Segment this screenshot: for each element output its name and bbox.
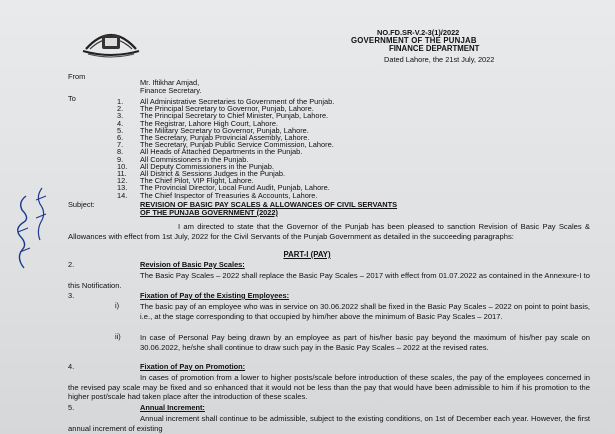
section-2-number: 2. [68,260,75,269]
recipient-number: 1. [117,97,124,106]
section-4-number: 4. [68,362,75,371]
section-2-body: The Basic Pay Scales – 2022 shall replace the Basic Pay Scales – 2017 with effect from 01.07.2022 as contained in the Annexure-I to this Notification. [68,271,590,290]
recipient-item: All Commissioners in the Punjab. [140,154,249,164]
section-4-heading: Fixation of Pay on Promotion: [140,362,246,371]
section-3-number: 3. [68,291,75,300]
government-heading: GOVERNMENT OF THE PUNJAB [351,36,477,45]
recipient-item: The Registrar, Lahore High Court, Lahore. [140,118,279,128]
recipient-number: 6. [117,133,124,142]
section-3-heading: Fixation of Pay of the Existing Employees: [140,291,290,300]
date-line: Dated Lahore, the 21st July, 2022 [384,55,495,64]
recipient-item: All Heads of Attached Departments in the Punjab. [140,147,303,157]
recipient-number: 11. [117,169,127,178]
section-3-i-body: The basic pay of an employee who was in service on 30.06.2022 shall be fixed in the Basic Pay Scales – 2022 on point to point basis, i.e., at the stage corresponding to that occupied by him/her above the minimum of Basic Pay Scales – 2017. [140,302,590,321]
recipient-number: 8. [117,147,124,157]
subject-label: Subject: [68,200,95,209]
recipient-number: 5. [117,125,124,135]
recipient-item: The Provincial Director, Local Fund Audit, Punjab, Lahore. [140,183,330,193]
recipient-number: 13. [117,183,128,193]
section-4-body: In cases of promotion from a lower to higher posts/scale before introduction of these scales, the pay of the employees concerned in the revised pay scale may be fixed and so enhanced that it would not be less than the pay that would have been admissible to him if his promotion to the higher post/scale had taken place after the introduction of these scales. [68,373,590,402]
recipient-number: 3. [117,111,124,121]
to-label: To [68,94,76,103]
sender-title: Finance Secretary. [140,86,202,95]
recipient-item: The Principal Secretary to Chief Minister, Punjab, Lahore. [140,111,329,121]
recipient-number: 2. [117,104,124,114]
sender-name: Mr. Iftikhar Amjad, [140,78,200,87]
section-5-heading: Annual Increment: [140,403,205,412]
recipient-item: All District & Sessions Judges in the Punjab. [140,169,286,178]
reference-number: NO.FD.SR-V.2-3(1)/2022 [377,28,460,37]
recipient-item: All Deputy Commissioners in the Punjab. [140,161,274,171]
section-2-heading: Revision of Basic Pay Scales: [140,260,245,269]
recipient-number: 12. [117,176,128,186]
recipient-number: 14. [117,190,128,200]
recipient-item: The Principal Secretary to Governor, Punjab, Lahore. [140,104,314,114]
section-5-number: 5. [68,403,75,412]
recipient-item: The Chief Pilot, VIP Flight, Lahore. [140,176,254,186]
section-3-i-number: i) [115,301,120,310]
handwritten-signature [6,170,50,270]
recipient-item: The Secretary, Punjab Public Service Commission, Lahore. [140,140,334,150]
from-label: From [68,72,86,81]
department-heading: FINANCE DEPARTMENT [389,44,480,53]
section-5-body: Annual increment shall continue to be admissible, subject to the existing conditions, on 1st of December each year. However, the first annual increment of existing [68,414,590,433]
recipient-number: 7. [117,140,124,150]
intro-paragraph: I am directed to state that the Governor of the Punjab has been pleased to sanction Revision of Basic Pay Scales & Allowances with effect from 1st July, 2022 for the Civil Servants of the Punjab Government as detailed in the succeeding paragraphs: [68,222,590,241]
recipient-number: 4. [117,118,124,128]
section-3-ii-number: ii) [115,332,121,341]
recipient-item: The Military Secretary to Governor, Punjab, Lahore. [140,125,309,135]
subject-line-2: OF THE PUNJAB GOVERNMENT (2022) [140,208,278,217]
recipient-number: 9. [117,154,124,164]
section-3-ii-body: In case of Personal Pay being drawn by an employee as part of his/her basic pay beyond the maximum of his/her pay scale on 30.06.2022, he/she shall continue to draw such pay in the Basic Pay Scales – 2022 at the revised rates. [140,333,590,352]
recipient-number: 10. [117,161,128,171]
recipient-item: The Secretary, Punjab Provincial Assembly, Lahore. [140,133,310,142]
punjab-government-logo [80,27,142,59]
subject-line-1: REVISION OF BASIC PAY SCALES & ALLOWANCES OF CIVIL SERVANTS [140,200,398,209]
recipient-item: The Chief Inspector of Treasuries & Accounts, Lahore. [140,190,318,200]
part-heading: PART-I (PAY) [283,250,331,259]
recipient-item: All Administrative Secretaries to Government of the Punjab. [140,97,335,106]
